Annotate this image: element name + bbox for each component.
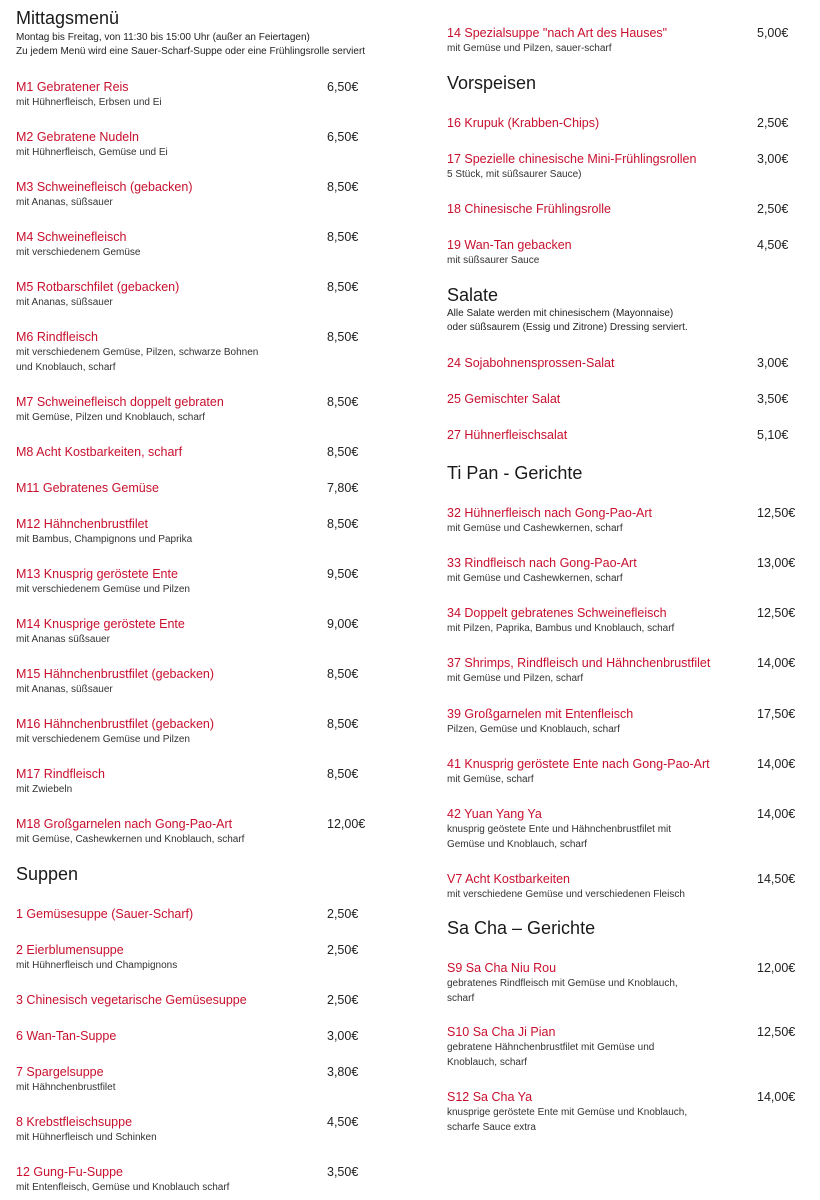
item-price: 2,50€: [757, 202, 789, 216]
item-desc: mit Hühnerfleisch, Erbsen und Ei: [16, 97, 162, 108]
menu-item: [447, 605, 807, 637]
item-price: 8,50€: [327, 395, 359, 409]
item-desc: mit verschiedene Gemüse und verschiedenen Fleisch: [447, 889, 685, 900]
item-name: S12 Sa Cha Ya: [447, 1090, 533, 1104]
item-desc: mit verschiedenem Gemüse, Pilzen, schwarze Bohnen und Knoblauch, scharf: [16, 347, 259, 373]
item-desc: mit Gemüse und Cashewkernen, scharf: [447, 523, 623, 534]
item-desc: mit Entenfleisch, Gemüse und Knoblauch scharf: [16, 1182, 230, 1193]
menu-item: [16, 906, 396, 922]
section-title-mittagsmenu: Mittagsmenü: [16, 8, 120, 28]
item-price: 14,00€: [757, 1090, 796, 1104]
item-desc: mit Gemüse, scharf: [447, 774, 534, 785]
menu-item: [447, 25, 807, 57]
menu-item: [16, 79, 396, 111]
item-name: 37 Shrimps, Rindfleisch und Hähnchenbrustfilet: [447, 656, 711, 670]
item-desc: mit Ananas, süßsauer: [16, 684, 113, 695]
item-name: M15 Hähnchenbrustfilet (gebacken): [16, 667, 215, 681]
menu-item: [16, 279, 396, 311]
item-desc: Pilzen, Gemüse und Knoblauch, scharf: [447, 724, 620, 735]
item-name: 41 Knusprig geröstete Ente nach Gong-Pao-Art: [447, 757, 710, 771]
item-desc: mit Hühnerfleisch, Gemüse und Ei: [16, 147, 168, 158]
menu-item: [16, 1064, 396, 1096]
item-name: 16 Krupuk (Krabben-Chips): [447, 116, 600, 130]
item-price: 8,50€: [327, 517, 359, 531]
item-name: M7 Schweinefleisch doppelt gebraten: [16, 395, 224, 409]
item-desc: mit Zwiebeln: [16, 784, 73, 795]
item-name: M16 Hähnchenbrustfilet (gebacken): [16, 717, 215, 731]
item-price: 2,50€: [327, 907, 359, 921]
item-name: M17 Rindfleisch: [16, 767, 105, 781]
menu-item: [16, 480, 396, 496]
item-desc: mit Bambus, Champignons und Paprika: [16, 534, 193, 545]
menu-item: [16, 666, 396, 698]
item-name: 32 Hühnerfleisch nach Gong-Pao-Art: [447, 506, 652, 520]
menu-item: [16, 1028, 396, 1044]
item-desc: mit Gemüse, Pilzen und Knoblauch, scharf: [16, 412, 205, 423]
item-name: 27 Hühnerfleischsalat: [447, 428, 568, 442]
item-name: 18 Chinesische Frühlingsrolle: [447, 202, 611, 216]
item-price: 4,50€: [757, 238, 789, 252]
item-price: 2,50€: [327, 993, 359, 1007]
item-price: 12,00€: [327, 817, 366, 831]
item-price: 6,50€: [327, 80, 359, 94]
item-name: M13 Knusprig geröstete Ente: [16, 567, 178, 581]
item-desc: mit verschiedenem Gemüse und Pilzen: [16, 734, 190, 745]
item-desc: knusprig geöstete Ente und Hähnchenbrustfilet mit Gemüse und Knoblauch, scharf: [447, 824, 672, 850]
item-price: 8,50€: [327, 767, 359, 781]
menu-item: [447, 871, 807, 903]
item-name: 24 Sojabohnensprossen-Salat: [447, 356, 615, 370]
item-desc: knusprige geröstete Ente mit Gemüse und Knoblauch, scharfe Sauce extra: [447, 1107, 688, 1133]
menu-item: [447, 355, 807, 371]
item-price: 2,50€: [757, 116, 789, 130]
menu-item: [16, 616, 396, 648]
item-price: 8,50€: [327, 180, 359, 194]
item-price: 8,50€: [327, 717, 359, 731]
item-name: 17 Spezielle chinesische Mini-Frühlingsrollen: [447, 152, 697, 166]
menu-item: [447, 427, 807, 443]
item-price: 12,00€: [757, 961, 796, 975]
section-title-vorspeisen: Vorspeisen: [447, 73, 537, 93]
item-desc: mit Gemüse und Cashewkernen, scharf: [447, 573, 623, 584]
item-price: 3,00€: [757, 152, 789, 166]
item-price: 3,00€: [757, 356, 789, 370]
item-price: 8,50€: [327, 330, 359, 344]
item-desc: mit Pilzen, Paprika, Bambus und Knoblauch, scharf: [447, 623, 675, 634]
section-title-sacha: Sa Cha – Gerichte: [447, 918, 596, 938]
salate-intro-line2: oder süßsaurem (Essig und Zitrone) Dressing serviert.: [447, 322, 688, 333]
menu-item: [16, 394, 396, 426]
section-title-tipan: Ti Pan - Gerichte: [447, 463, 583, 483]
menu-item: [16, 1164, 396, 1196]
item-price: 7,80€: [327, 481, 359, 495]
item-desc: 5 Stück, mit süßsaurer Sauce): [447, 169, 582, 180]
item-name: M8 Acht Kostbarkeiten, scharf: [16, 445, 183, 459]
item-price: 3,80€: [327, 1065, 359, 1079]
item-name: 1 Gemüsesuppe (Sauer-Scharf): [16, 907, 194, 921]
menu-item: [447, 1089, 807, 1135]
item-price: 8,50€: [327, 667, 359, 681]
item-name: 42 Yuan Yang Ya: [447, 807, 542, 821]
item-name: 12 Gung-Fu-Suppe: [16, 1165, 124, 1179]
menu-item: [16, 942, 396, 974]
menu-item: [447, 806, 807, 852]
item-name: 14 Spezialsuppe "nach Art des Hauses": [447, 26, 668, 40]
item-price: 14,50€: [757, 872, 796, 886]
item-price: 17,50€: [757, 707, 796, 721]
item-desc: mit Gemüse, Cashewkernen und Knoblauch, scharf: [16, 834, 245, 845]
item-name: 25 Gemischter Salat: [447, 392, 561, 406]
item-price: 8,50€: [327, 230, 359, 244]
item-name: M11 Gebratenes Gemüse: [16, 481, 159, 495]
item-name: 7 Spargelsuppe: [16, 1065, 104, 1079]
menu-item: [447, 391, 807, 407]
item-price: 12,50€: [757, 606, 796, 620]
menu-item: [16, 766, 396, 798]
item-desc: mit Hühnerfleisch und Champignons: [16, 960, 178, 971]
item-name: M3 Schweinefleisch (gebacken): [16, 180, 193, 194]
item-desc: mit Hühnerfleisch und Schinken: [16, 1132, 157, 1143]
menu-item: [16, 444, 396, 460]
item-price: 9,50€: [327, 567, 359, 581]
item-name: M2 Gebratene Nudeln: [16, 130, 139, 144]
item-name: M1 Gebratener Reis: [16, 80, 129, 94]
item-name: 34 Doppelt gebratenes Schweinefleisch: [447, 606, 667, 620]
menu-item: [447, 960, 807, 1006]
item-price: 8,50€: [327, 280, 359, 294]
item-name: 6 Wan-Tan-Suppe: [16, 1029, 117, 1043]
menu-item: [16, 816, 396, 848]
item-price: 14,00€: [757, 757, 796, 771]
menu-item: [447, 555, 807, 587]
menu-item: [16, 516, 396, 548]
menu-item: [16, 716, 396, 748]
item-desc: mit süßsaurer Sauce: [447, 255, 540, 266]
item-desc: mit Ananas, süßsauer: [16, 297, 113, 308]
menu-item: [447, 1024, 807, 1070]
item-desc: mit Hähnchenbrustfilet: [16, 1082, 116, 1093]
item-price: 8,50€: [327, 445, 359, 459]
menu-item: [16, 566, 396, 598]
menu-item: [16, 179, 396, 211]
menu-item: [16, 129, 396, 161]
menu-item: [16, 992, 396, 1008]
section-title-salate: Salate: [447, 285, 499, 305]
menu-item: [447, 237, 807, 269]
item-price: 6,50€: [327, 130, 359, 144]
item-desc: mit verschiedenem Gemüse: [16, 247, 141, 258]
menu-item: [16, 229, 396, 261]
item-desc: mit verschiedenem Gemüse und Pilzen: [16, 584, 190, 595]
menu-item: [447, 201, 807, 217]
menu-item: [16, 329, 396, 375]
item-name: 2 Eierblumensuppe: [16, 943, 124, 957]
item-name: 33 Rindfleisch nach Gong-Pao-Art: [447, 556, 637, 570]
item-price: 14,00€: [757, 807, 796, 821]
item-name: S9 Sa Cha Niu Rou: [447, 961, 557, 975]
item-name: 8 Krebstfleischsuppe: [16, 1115, 133, 1129]
item-price: 12,50€: [757, 1025, 796, 1039]
item-name: M5 Rotbarschfilet (gebacken): [16, 280, 180, 294]
item-price: 5,00€: [757, 26, 789, 40]
item-price: 14,00€: [757, 656, 796, 670]
item-name: M18 Großgarnelen nach Gong-Pao-Art: [16, 817, 233, 831]
item-price: 4,50€: [327, 1115, 359, 1129]
item-desc: gebratene Hähnchenbrustfilet mit Gemüse und Knoblauch, scharf: [447, 1042, 655, 1068]
mittag-intro-line2: Zu jedem Menü wird eine Sauer-Scharf-Suppe oder eine Frühlingsrolle serviert: [16, 46, 366, 57]
menu-item: [447, 756, 807, 788]
item-price: 3,00€: [327, 1029, 359, 1043]
item-price: 2,50€: [327, 943, 359, 957]
item-name: M4 Schweinefleisch: [16, 230, 127, 244]
menu-item: [447, 505, 807, 537]
item-price: 3,50€: [757, 392, 789, 406]
item-name: S10 Sa Cha Ji Pian: [447, 1025, 556, 1039]
item-desc: mit Ananas süßsauer: [16, 634, 110, 645]
item-desc: gebratenes Rindfleisch mit Gemüse und Knoblauch, scharf: [447, 978, 678, 1004]
mittag-intro-line1: Montag bis Freitag, von 11:30 bis 15:00 Uhr (außer an Feiertagen): [16, 32, 310, 43]
item-name: M12 Hähnchenbrustfilet: [16, 517, 149, 531]
item-price: 12,50€: [757, 506, 796, 520]
item-price: 13,00€: [757, 556, 796, 570]
menu-item: [447, 115, 807, 131]
item-name: V7 Acht Kostbarkeiten: [447, 872, 570, 886]
menu-item: [447, 655, 807, 687]
menu-item: [447, 151, 807, 183]
item-name: 19 Wan-Tan gebacken: [447, 238, 572, 252]
item-price: 9,00€: [327, 617, 359, 631]
item-price: 3,50€: [327, 1165, 359, 1179]
item-name: M14 Knusprige geröstete Ente: [16, 617, 185, 631]
item-desc: mit Ananas, süßsauer: [16, 197, 113, 208]
item-name: M6 Rindfleisch: [16, 330, 98, 344]
section-title-suppen: Suppen: [16, 864, 79, 884]
item-desc: mit Gemüse und Pilzen, sauer-scharf: [447, 43, 612, 54]
item-name: 39 Großgarnelen mit Entenfleisch: [447, 707, 634, 721]
item-desc: mit Gemüse und Pilzen, scharf: [447, 673, 584, 684]
salate-intro-line1: Alle Salate werden mit chinesischem (Mayonnaise): [447, 308, 674, 319]
menu-item: [16, 1114, 396, 1146]
item-name: 3 Chinesisch vegetarische Gemüsesuppe: [16, 993, 247, 1007]
item-price: 5,10€: [757, 428, 789, 442]
menu-item: [447, 706, 807, 738]
